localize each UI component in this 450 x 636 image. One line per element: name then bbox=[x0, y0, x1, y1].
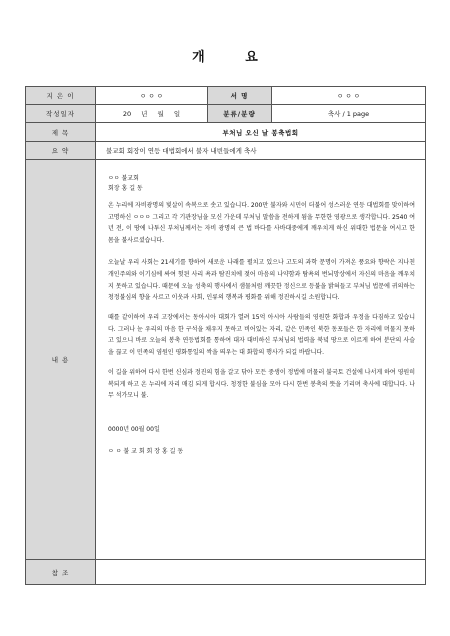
greeting-org: ㅇㅇ 불교회 bbox=[108, 175, 139, 182]
author-value: ㅇ ㅇ ㅇ bbox=[96, 87, 208, 105]
reference-value bbox=[96, 560, 426, 585]
reference-label: 참 조 bbox=[26, 560, 96, 585]
category-label: 분류/분량 bbox=[208, 105, 272, 123]
book-name-label: 서 명 bbox=[208, 87, 272, 105]
speech-date: 0000년 00월 00일 bbox=[108, 425, 160, 433]
document-title: 개 요 bbox=[192, 50, 276, 65]
paragraph-2: 오늘날 우리 사회는 21세기를 향하여 새로운 나래를 펼치고 있으나 고도의 과학 문명이 가져온 풍요와 향락은 지나친 개인주의와 이기심에 싸여 헛된 사리 욕과 탐진치에 젖어 마음의 나약함과 탐욕의 번뇌망상에서 자신의 마음을 깨우치지 못하고 있습니다. 때문에 오늘 성축의 행사에서 샘물처럼 깨끗한 정신으로 등불을 밝혀들고 부처님 법문에 귀의하는 청정불심의 향을 사르고 이웃과 사회, 인류의 행복과 평화를 위해 정진하시길 소원합니다. bbox=[108, 259, 415, 302]
greeting-name: 회장 홍 길 동 bbox=[108, 185, 143, 192]
speech-signature: ㅇ ㅇ 불 교 회 회 장 홍 길 동 bbox=[108, 447, 184, 455]
book-name-value: ㅇ ㅇ ㅇ bbox=[272, 87, 426, 105]
category-value: 축사 / 1 page bbox=[272, 105, 426, 123]
paragraph-4: 이 길을 위하여 다시 한번 신심과 정진의 힘을 갈고 닦아 모든 중생이 정법에 머물러 불국토 건설에 나서게 하여 영원히 복되게 하고 온 누리에 자리 매김 되게 합시다. 청정한 불심을 모아 다시 한번 봉축의 뜻을 기리며 축사에 대합니다. 나무 석가모니 불. bbox=[108, 369, 415, 400]
date-value: 20 년 월 일 bbox=[96, 105, 208, 123]
summary-label: 요 약 bbox=[26, 142, 96, 160]
subject-value: 부처님 오신 날 봉축법회 bbox=[96, 123, 426, 142]
content-body bbox=[96, 160, 426, 560]
date-label: 작성일자 bbox=[26, 105, 96, 123]
paragraph-3: 때를 같이하여 우리 고장에서는 동아시아 대회가 열려 15억 아시아 사람들의 영원한 화합과 우정을 다짐하고 있습니다. 그러나 눈 우리의 마음 한 구석을 채우지 못하고 비어있는 자리, 같은 민족인 북한 동포들은 한 자리에 머물지 못하고 있으니 바로 오늘의 봉축 연등법회를 통하여 대자 대비하신 부처님의 법력을 북녘 땅으로 이르게 하여 분단의 사슬을 끊고 이 민족의 염원인 평화통일의 싹을 띄우는 대 화합의 행사가 되길 바랍니다. bbox=[108, 314, 415, 357]
summary-value: 불교회 회장이 연등 대법회에서 불자 내빈들에게 축사 bbox=[96, 142, 426, 160]
subject-label: 제 목 bbox=[26, 123, 96, 142]
content-label: 내 용 bbox=[26, 160, 96, 560]
author-label: 지 은 이 bbox=[26, 87, 96, 105]
summary-form-table bbox=[25, 86, 426, 585]
paragraph-1: 온 누리에 자비광명의 빛살이 속복으로 솟고 있습니다. 200만 불자와 시민이 더불어 성스러운 연등 대법회를 맞이하여 고명하신 ㅇㅇㅇ 그리고 각 기관장님을 모신 가운데 부처님 말씀을 전하게 됨을 무한한 영광으로 생각합니다. 2540 여 년 전, 이 땅에 나투신 부처님께서는 자비 광명의 큰 법 바다를 사바대중에게 깨우치게 하신 위대한 법문을 여시고 한 몸을 불사르셨습니다. bbox=[108, 202, 415, 244]
